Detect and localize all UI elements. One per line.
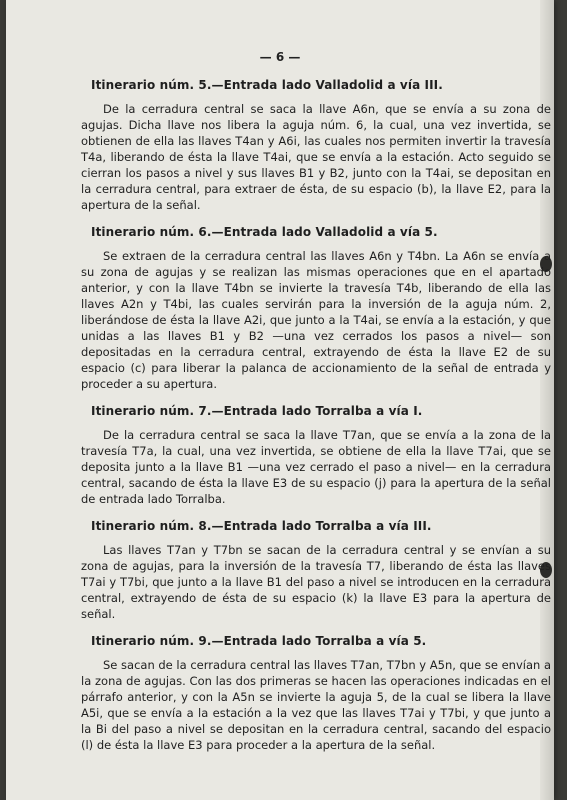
- section-itinerario-9: [81, 634, 551, 753]
- document-page: [6, 0, 554, 800]
- section-body: De la cerradura central se saca la llave T7an, que se envía a la zona de la travesía T7a, la cual, una vez invertida, se obtiene de ella la llave T7ai, que se deposita junto a la llave B1 —una vez cerrado el paso a nivel— en la cerradura central, sacando de ésta la llave E3 de su espacio (j) para la apertura de la señal de entrada lado Torralba.: [81, 428, 551, 506]
- section-itinerario-8: [81, 519, 551, 622]
- page-number: — 6 —: [259, 50, 301, 64]
- section-heading: Itinerario núm. 6.—Entrada lado Valladolid a vía 5.: [91, 225, 438, 239]
- section-itinerario-7: [81, 404, 551, 507]
- section-heading: Itinerario núm. 5.—Entrada lado Valladolid a vía III.: [91, 78, 443, 92]
- section-heading: Itinerario núm. 8.—Entrada lado Torralba a vía III.: [91, 519, 432, 533]
- section-body: Se extraen de la cerradura central las llaves A6n y T4bn. La A6n se envía a su zona de agujas y se realizan las mismas operaciones que en el apartado anterior, y con la llave T4bn se invierte la travesía T4b, liberando de ella las llaves A2n y T4bi, las cuales servirán para la inversión de la aguja núm. 2, liberándose de ésta la llave A2i, que junto a la T4ai, se envía a la estación, y que unidas a las llaves B1 y B2 —una vez cerrados los pasos a nivel— son depositadas en la cerradura central, extrayendo de ésta la llave E2 de su espacio (c) para liberar la palanca de accionamiento de la señal de entrada y proceder a su apertura.: [81, 249, 551, 391]
- section-body: De la cerradura central se saca la llave A6n, que se envía a su zona de agujas. Dicha llave nos libera la aguja núm. 6, la cual, una vez invertida, se obtienen de ella las llaves T4an y A6i, las cuales nos permiten invertir la travesía T4a, liberando de ésta la llave T4ai, que se envía a la estación. Acto seguido se cierran los pasos a nivel y sus llaves B1 y B2, junto con la T4ai, se depositan en la cerradura central, para extraer de ésta, de su espacio (b), la llave E2, para la apertura de la señal.: [81, 102, 551, 212]
- section-body: Las llaves T7an y T7bn se sacan de la cerradura central y se envían a su zona de agujas, para la inversión de la travesía T7, liberando de ésta las llaves T7ai y T7bi, que junto a la llave B1 del paso a nivel se introducen en la cerradura central, extrayendo de ésta de su espacio (k) la llave E3 para la apertura de señal.: [81, 543, 551, 621]
- section-itinerario-5: [81, 78, 551, 213]
- section-itinerario-6: [81, 225, 551, 392]
- document-content: [81, 78, 551, 765]
- section-heading: Itinerario núm. 7.—Entrada lado Torralba a vía I.: [91, 404, 423, 418]
- section-body: Se sacan de la cerradura central las llaves T7an, T7bn y A5n, que se envían a la zona de agujas. Con las dos primeras se hacen las operaciones indicadas en el párrafo anterior, y con la A5n se invierte la aguja 5, de la cual se libera la llave A5i, que se envía a la estación a la vez que las llaves T7ai y T7bi, y que junto a la Bi del paso a nivel se depositan en la cerradura central, sacando del espacio (l) de ésta la llave E3 para proceder a la apertura de la señal.: [81, 658, 551, 752]
- section-heading: Itinerario núm. 9.—Entrada lado Torralba a vía 5.: [91, 634, 427, 648]
